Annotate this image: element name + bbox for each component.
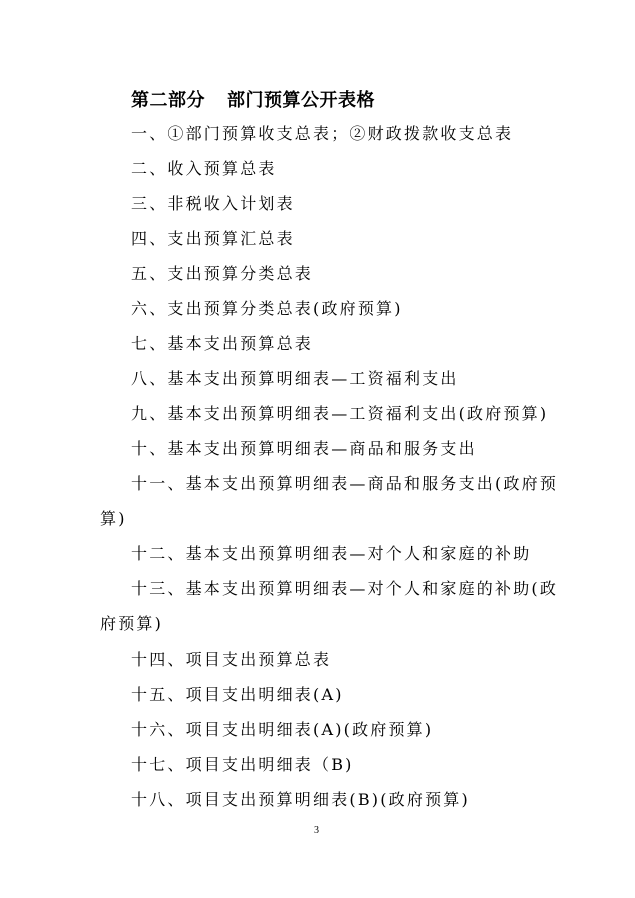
section-part-label: 第二部分 — [131, 90, 205, 111]
list-item-continuation: 算) — [100, 509, 127, 528]
list-item: 九、基本支出预算明细表—工资福利支出(政府预算) — [131, 404, 549, 423]
list-item: 一、①部门预算收支总表；②财政拨款收支总表 — [131, 124, 514, 143]
section-heading — [131, 86, 375, 112]
list-item: 十八、项目支出预算明细表(B)(政府预算) — [131, 790, 470, 809]
list-item: 十四、项目支出预算总表 — [131, 650, 332, 669]
list-item: 四、支出预算汇总表 — [131, 229, 295, 248]
list-item: 六、支出预算分类总表(政府预算) — [131, 299, 403, 318]
section-title: 部门预算公开表格 — [227, 90, 375, 111]
list-item: 十三、基本支出预算明细表—对个人和家庭的补助(政 — [131, 579, 559, 598]
list-item: 七、基本支出预算总表 — [131, 334, 314, 353]
list-item: 三、非税收入计划表 — [131, 194, 295, 213]
list-item: 五、支出预算分类总表 — [131, 264, 314, 283]
list-item: 十七、项目支出明细表（B) — [131, 755, 354, 774]
list-item-continuation: 府预算) — [100, 614, 164, 633]
list-item: 十五、项目支出明细表(A) — [131, 685, 344, 704]
list-item: 十六、项目支出明细表(A)(政府预算) — [131, 720, 434, 739]
page-number: 3 — [314, 825, 319, 836]
list-item: 十一、基本支出预算明细表—商品和服务支出(政府预 — [131, 474, 559, 493]
list-item: 八、基本支出预算明细表—工资福利支出 — [131, 369, 459, 388]
list-item: 二、收入预算总表 — [131, 159, 277, 178]
list-item: 十、基本支出预算明细表—商品和服务支出 — [131, 439, 477, 458]
list-item: 十二、基本支出预算明细表—对个人和家庭的补助 — [131, 544, 532, 563]
